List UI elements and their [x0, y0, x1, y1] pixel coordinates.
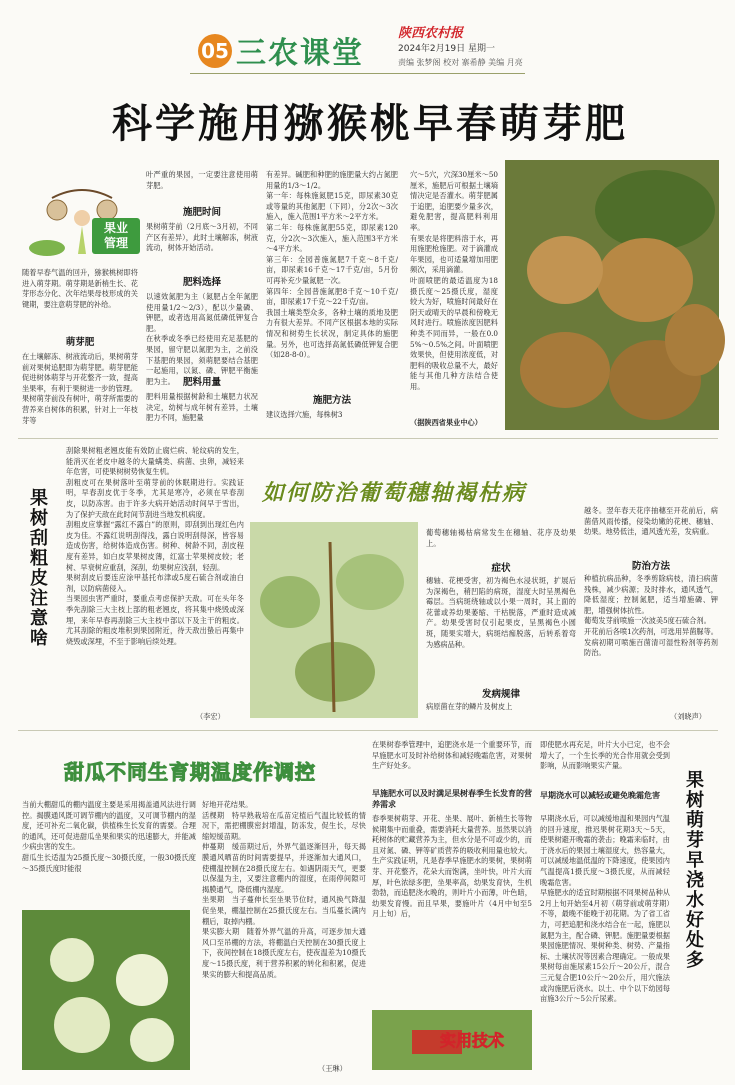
tech-para-2: 春季果树萌芽、开花、坐果、展叶、新梢生长等物候期集中而重叠，需要消耗大量营养。虽然果以消耗树体的贮藏营养为主，但水分是不可或少的，而且对氮、磷、钾等矿质营养的吸收利用量也较大。生产实践证明，凡是春季早施肥水的果树，果树萌芽、开花整齐，花朵大而饱满，坐叶快，叶片大而厚，叶色浓绿多肥，坐果率高，幼果发育快，生机勃勃，而追肥浇水晚的，则叶片小而薄，叶色暗，幼果发育慢。而且早果，要施叶片（4月中旬至5月上旬）后， — [372, 814, 532, 919]
grape-heading-symptoms: 症状 — [491, 563, 511, 574]
main-heading-fertilizer-choice: 肥料选择 — [182, 277, 221, 288]
grape-para-pattern-cont: 越冬。翌年春天花序抽穗至开花前后，病菌借风雨传播，侵染幼嫩的花梗、穗轴、幼果。地势低洼，通风透光差，发病重。 — [584, 506, 718, 537]
melon-author: （王琳） — [318, 1064, 347, 1073]
main-para-5: 肥料用量根据树龄和土壤肥力状况决定，幼树与成年树有差异，土壤肥力不同，施肥量 — [146, 392, 258, 423]
section-divider-2 — [18, 730, 718, 731]
main-para-4: 以速效氮肥为主（氮肥占全年氮肥使用量1/2～2/3），配以少量磷、钾肥，或者选用高氮低磷低钾复合肥。 在秋季或冬季已经使用充足基肥的果园，留守肥以氮肥为主，之前没下基肥的果园，须萌肥要结合基肥一起施用，以氮、磷、钾肥平衡施肥为主。 — [146, 292, 258, 386]
melon-para-1: 当前大棚甜瓜的棚内温度主要是采用揭盖通风法进行调控。揭膜通风既可调节棚内的温度，又可调节棚内的湿度，还可补充二氧化碳，供植株生长发育的需要。合理的通风，还可促进甜瓜坐果和果实的迅速膨大，并能减少病虫害的发生。 甜瓜生长适温为25摄氏度～30摄氏度，一般30摄氏度～35摄氏度时能很 — [22, 800, 196, 873]
main-intro: 随着早春气温的回升，猕猴桃树即将进入萌芽期。萌芽期是新梢生长、花芽形态分化、次年结果母枝形成的关键期，要注意萌芽肥的补给。 — [22, 268, 138, 309]
tech-para-3: 即使肥水再充足，叶片大小已定，也不会增大了，一个生长季的光合作用就会受到影响，从而影响果实产量。 — [540, 740, 670, 771]
bark-scraping-text: 刮除果树粗老翘皮能有效防止腐烂病、轮纹病的发生，能消灭在老皮中越冬的大量螨类、病菌、虫卵，减轻来年危害，可使果树树势恢复生机。 刮粗皮可在果树落叶至萌芽前的休眠期进行。实践证明，早春刮皮优于冬季，尤其是寒冷，必须在早春刮皮，以防冻害。由于许多大病开始活动时间早于雪出，为了保护天敌在此时间节刮进当地发机病度。 刮粗皮应掌握“露红不露白”的原则，即刮到出现红色内皮为佳。不露红说明刮得浅，露白说明刮得深，皆容易造成伤害，给树体造成伤害。树种、树龄不同，刮皮程度有差异，如白皮苹果树皮薄，红富士苹果树皮较；老树、早衰树应重刮，深刮，幼果树应浅刮，轻刮。 果树刮皮后要连应涂甲基托布津或5度石硫合剂或油白剂，以防病菌侵入。 当果园虫害严重时，要重点考虑保护天敌。可在头年冬季先刮除三大主枝上部的粗老翘皮，将其集中烧毁或深埋，来年早春再刮除三大主枝中部以下及主干的粗皮。尤其刮除的粗皮堆积到果园附近，待天敌出蛰后再集中烧毁或深埋，不至于影响后续处理。 — [66, 446, 244, 646]
grape-article-title: 如何防治葡萄穗轴褐枯病 — [262, 481, 527, 506]
page-number-badge: 05 — [198, 34, 232, 68]
main-para-2: 叶严重的果园，一定要注意使用萌芽肥。 — [146, 170, 258, 190]
main-heading-timing: 施肥时间 — [182, 207, 221, 218]
tech-vertical-title: 果树萌芽早浇水好处多 — [683, 770, 704, 970]
grape-heading-control: 防治方法 — [631, 561, 670, 572]
tech-para-1: 在果树春季管理中，追肥浇水是一个重要环节，而早施肥水可及时补给树体和减轻晚霜危害，对果树生产好处多。 — [372, 740, 532, 771]
bark-scraping-author: （李宏） — [196, 712, 225, 721]
main-para-1: 在土壤解冻、树液流动后，果树萌芽前对果树追肥即为萌芽肥。萌芽肥能促进树体萌芽与开花整齐一致，提高坐果率，有利于果树进一步的管理。 果树萌芽前没有树叶，萌芽所需要的营养来自树体的积累，针对上一年枝芽等 — [22, 352, 138, 425]
paper-logo: 陕西农村报 — [398, 26, 464, 41]
main-para-8: 穴～5穴，穴深30厘米～50厘米，施肥后可根据土壤墒情决定是否灌水。萌芽肥属于追肥，追肥要少量多次，避免肥害，提高肥料利用率。 有果农是将肥料溶于水，再用施肥枪施肥。对于滴灌成年果园，也可适量增加用肥频次，采用滴灌。 叶面喷肥的最适温度为18摄氏度～25摄氏度，湿度较大为好，喷施时间最好在阴天或晴天的早晨和傍晚无风时进行。喷施浓度因肥料种类不同而异，一般在0.05%～0.5%之间。叶面喷肥效果快，但使用浓度低，对肥料的吸收总量不大，最好能与其他几种方法结合使用。 — [410, 170, 498, 391]
bark-scraping-title: 果树刮粗皮注意啥 — [27, 488, 48, 648]
main-para-7: 建议选择穴施，每株树3 — [266, 410, 343, 419]
grape-author: （刘晓声） — [670, 712, 706, 721]
issue-date: 2024年2月19日 星期一 — [398, 44, 495, 54]
grape-heading-pattern: 发病规律 — [481, 689, 520, 700]
main-headline: 科学施用猕猴桃早春萌芽肥 — [112, 100, 628, 147]
grape-intro: 葡萄穗轴褐枯病常发生在穗轴、花序及幼果上。 — [426, 528, 576, 548]
main-heading-dosage: 肥料用量 — [182, 377, 221, 388]
tech-para-4: 早期浇水后，可以减缓地温和果园内气温的回升速度，推迟果树花期3天～5天，使果树避开晚霜的袭击；晚霜来临时，由于浇水后的果园土壤湿度大，热容量大，可以减缓地温低温的下降速度，使果园内气温提高1摄氏度～3摄氏度，从而减轻晚霜危害。 早施肥水的适宜时期根据不同果树品种从2月上旬开始至4月初（萌芽前或萌芽期）不等，最晚不能晚于初花期。为了省工省力，可把追肥和浇水结合在一起，施肥以氮肥为主，配合磷、钾肥。施肥量要根据果园施肥情况、果树种类、树势、产量指标、土壤状况等因素合理确定。一般成果果树每亩施尿素15公斤～20公斤，混合三元复合肥10公斤～20公斤，用穴施法或沟施肥后浇水。以土、中个以下幼园每亩施3公斤～5公斤尿素。 — [540, 814, 670, 1004]
melon-article-title: 甜瓜不同生育期温度作调控 — [64, 760, 316, 784]
grape-para-control: 种植抗病品种，冬季剪除病枝，清扫病菌残株，减少病源；及时排水，通风透气，降低湿度；控制氮肥，适当增施磷、钾肥，增强树体抗性。 葡萄发芽前喷施一次波美5度石硫合剂。 开花前后各喷1次药剂，可选用异菌脲等。 发病初期可喷施百菌清可湿性粉剂等药剂防治。 — [584, 574, 718, 658]
tech-heading-nutrition: 早施肥水可以及时满足果树春季生长发育的营养需求 — [372, 789, 532, 809]
header-rule — [190, 73, 525, 74]
main-para-6: 有差异。碱肥和种肥的施肥量大约占氮肥用量的1/3～1/2。 第一年：每株施氮肥15克，即尿素30克或等量的其他氮肥（下同），分2次～3次施入，施入范围1平方米～2平方米。 第二年：每株施氮肥55克，即尿素120克，分2次～3次施入，施入范围3平方米～4平方米。 第三年：全园普施氮肥7千克～8千克/亩，即尿素16千克～17千克/亩，5月份可再补充少量氮肥一次。 第四年：全园普施氮肥8千克～10千克/亩，即尿素17千克～22千克/亩。 我国土壤类型众多，各种土壤的质地及肥力有很大差异。不同产区根据本地的实际情况和树势生长状况，制定具体的施肥量。另外，也可选择高氮低磷低钾复合肥（如28-8-0）。 — [266, 170, 398, 360]
main-heading-method: 施肥方法 — [312, 395, 351, 406]
grape-disease-photo — [250, 522, 418, 718]
grape-para-pattern: 病原菌在芽的鳞片及树皮上 — [426, 702, 513, 711]
practical-tech-badge: 实用技术 — [440, 1031, 505, 1050]
main-heading-budding-fertilizer: 萌芽肥 — [65, 337, 95, 348]
melon-para-2: 好地开花结果。 活棵期 特早熟栽培在瓜苗定植后气温比较低的情况下，需把棚膜密封增温，防冻发，促生长，尽快缩短缓苗期。 伸蔓期 缓苗期过后，外界气温逐渐回升，每天揭膜通风晒苗的时间需要提早，并逐渐加大通风口，使棚温控制在28摄氏度左右。如遇阴雨天气，更要以保温为主，又要注意棚内的湿度，在雨停间隙可揭膜通气，降低棚内湿度。 坐果期 当子蔓伸长至坐果节位时，通风换气降温促坐果，棚温控制在25摄氏度左右。当瓜蔓长满内棚后，取掉内棚。 果实膨大期 随着外界气温的升高，可逐步加大通风口至吊棚的方法，将棚温白天控制在30摄氏度上下，夜间控制在18摄氏度左右，使夜温差为10摄氏度～15摄氏度，利于营养积累的转化和积累，促进果实的膨大和提高品质。 — [202, 800, 366, 979]
melon-photo — [22, 910, 190, 1070]
section-title: 三农课堂 — [236, 36, 364, 71]
section-divider-1 — [18, 438, 718, 439]
main-source: （据陕西省果业中心） — [410, 418, 482, 427]
fruit-management-badge: 果业 管理 — [92, 218, 140, 254]
staff-line: 责编 张梦阁 校对 寨希静 美编 月亮 — [398, 58, 523, 67]
main-para-3: 果树萌芽前（2月底～3月初，不同产区有差异），此时土壤解冻，树液流动，树体开始活动。 — [146, 222, 258, 253]
tech-heading-frost: 早期浇水可以减轻或避免晚霜危害 — [540, 791, 660, 800]
grape-para-symptoms: 穗轴、花梗受害，初为褐色水浸状斑，扩展后为深褐色，稍凹陷的病斑，湿度大时呈黑褐色霉层。当病斑绕轴或以小果一周时，其上面的花蕾或养幼果萎缩、干枯脱落，严重时造成减产。幼果受害时仅引起果皮，呈黑褐色小圆斑，随果实增大，病斑结痂脱落，后转系着弯为感病品种。 — [426, 576, 576, 649]
kiwi-fruit-photo — [505, 160, 719, 430]
